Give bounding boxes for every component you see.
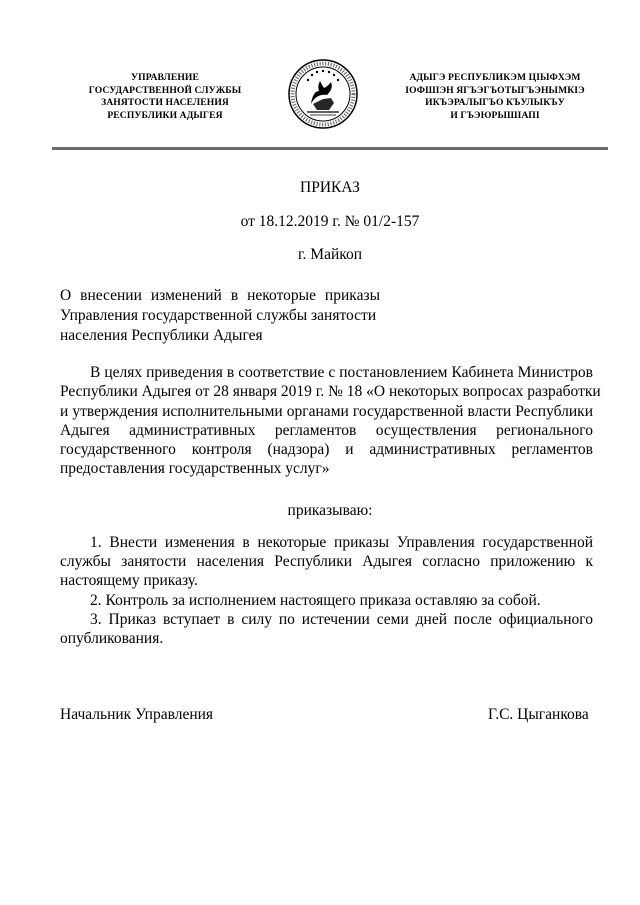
document-preamble — [60, 363, 601, 479]
preamble-line: Адыгея административных регламентов осуществления регионального — [60, 421, 593, 439]
header-right-line: ИКЪЭРАЛЫГЪО КЪУЛЫКЪУ — [425, 97, 565, 108]
document-title: ПРИКАЗ — [300, 179, 360, 196]
order-word: приказываю: — [287, 502, 373, 519]
item-line: настоящему приказу. — [60, 572, 198, 590]
header-left-org-name — [84, 72, 246, 122]
preamble-line: государственного контроля (надзора) и административных регламентов — [60, 441, 593, 459]
signatory-name: Г.С. Цыганкова — [488, 706, 589, 723]
item-line: службы занятости населения Республики Адыгея согласно приложению к — [60, 553, 593, 571]
signatory-position: Начальник Управления — [60, 706, 214, 723]
preamble-line: предоставления государственных услуг» — [60, 460, 330, 478]
header-divider — [52, 147, 608, 150]
header-left-line: УПРАВЛЕНИЕ — [131, 72, 199, 83]
item-line: 3. Приказ вступает в силу по истечении семи дней после официального — [90, 610, 593, 628]
document-date-number: от 18.12.2019 г. № 01/2-157 — [240, 213, 420, 230]
header-right-line: IОФШIЭН ЯГЪЭГЪОТЫГЪЭНЫМКIЭ — [405, 84, 585, 96]
item-line: 2. Контроль за исполнением настоящего приказа оставляю за собой. — [90, 591, 541, 609]
header-right-org-name — [396, 72, 594, 122]
document-subject — [60, 286, 380, 346]
header-left-line: ГОСУДАРСТВЕННОЙ СЛУЖБЫ — [88, 84, 242, 96]
header-left-line: РЕСПУБЛИКИ АДЫГЕЯ — [107, 109, 223, 121]
item-line: 1. Внести изменения в некоторые приказы Управления государственной — [90, 534, 593, 551]
order-items — [60, 533, 593, 648]
subject-line: Управления государственной службы занятости — [60, 307, 377, 324]
subject-line: О внесении изменений в некоторые приказы — [60, 287, 380, 304]
preamble-line: В целях приведения в соответствие с постановлением Кабинета Министров — [90, 364, 593, 381]
preamble-line: и утверждения исполнительными органами государственной власти Республики — [60, 402, 593, 420]
item-line: опубликования. — [60, 630, 164, 648]
header-right-line: АДЫГЭ РЕСПУБЛИКЭМ ЦIЫФХЭМ — [409, 72, 581, 83]
adygea-coat-of-arms-icon — [287, 58, 359, 130]
subject-line: населения Республики Адыгея — [60, 327, 263, 344]
document-city: г. Майкоп — [297, 246, 363, 263]
preamble-line: Республики Адыгея от 28 января 2019 г. № 18 «О некоторых вопросах разработки — [60, 383, 601, 401]
header-left-line: ЗАНЯТОСТИ НАСЕЛЕНИЯ — [101, 97, 229, 108]
header-right-line: И ГЪЭЮРЫШIАПI — [450, 109, 540, 121]
